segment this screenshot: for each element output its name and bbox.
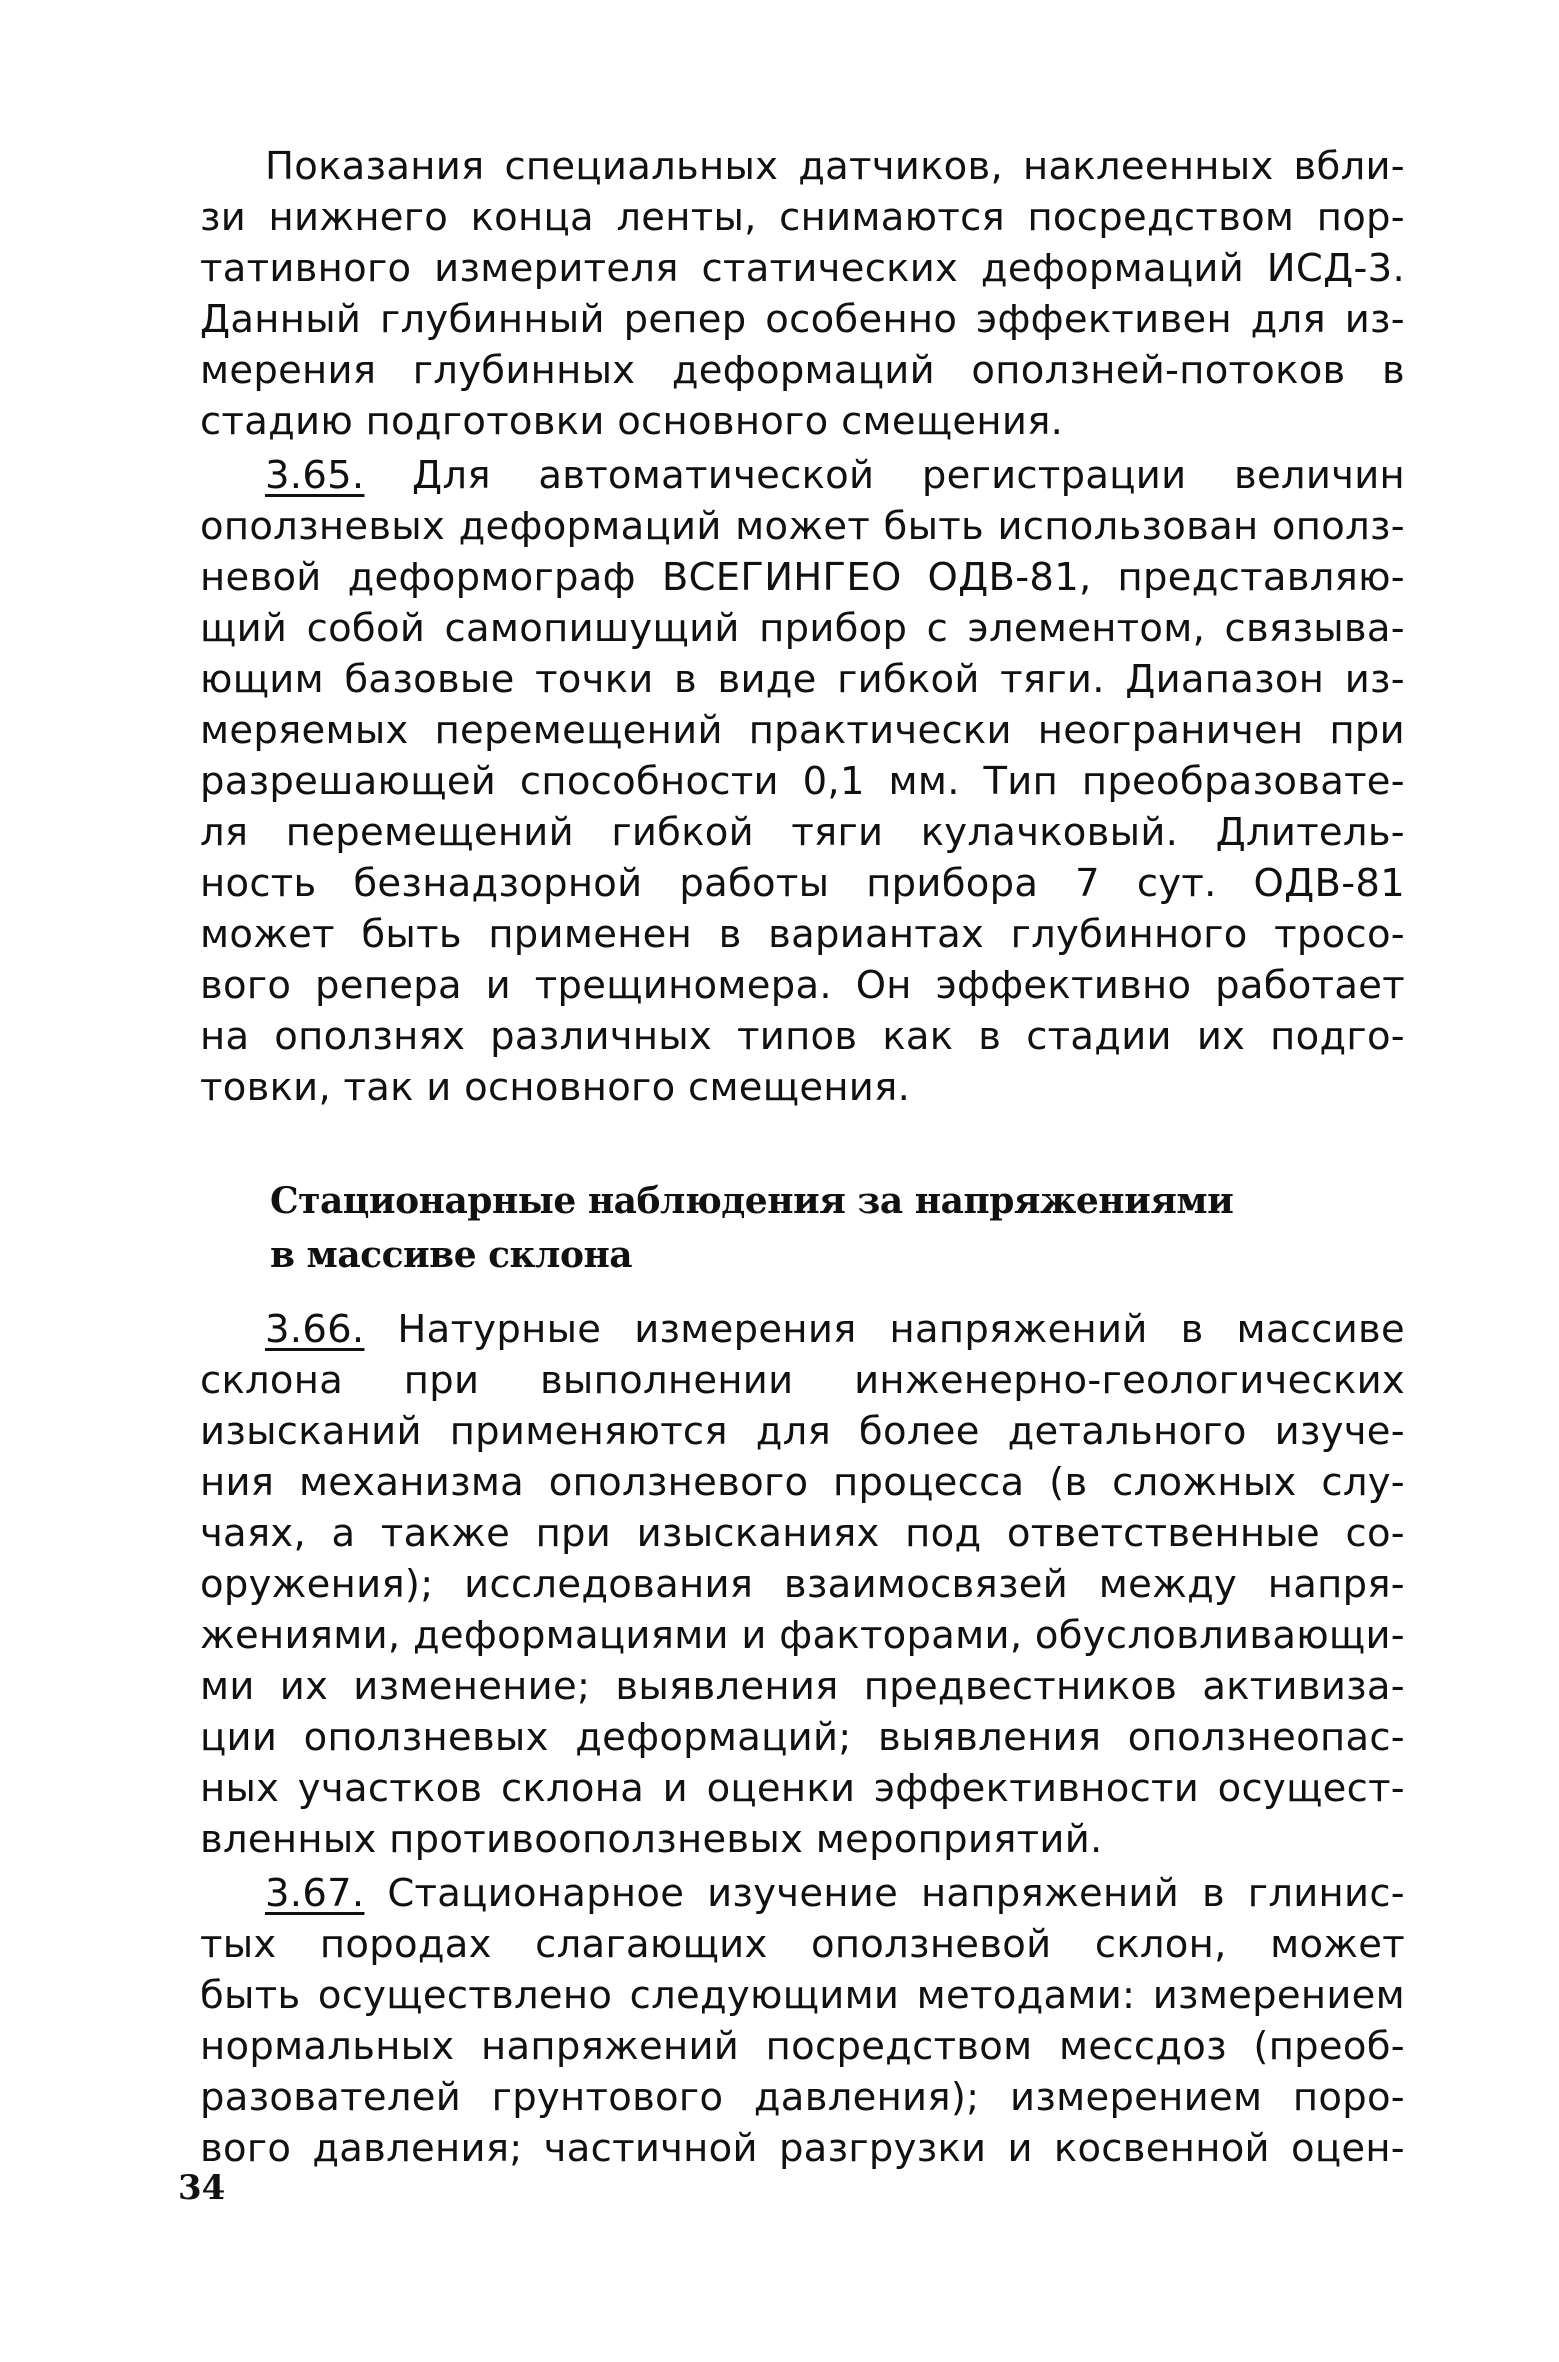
- text-line: ми их изменение; выявления предвестников активиза-: [200, 1664, 1405, 1709]
- paragraph-first-line: [265, 1871, 1406, 1916]
- section-heading-line: в массиве склона: [270, 1234, 633, 1276]
- text-line: чаях, а также при изысканиях под ответственные со-: [200, 1511, 1405, 1556]
- text-line: на оползнях различных типов как в стадии их подго-: [200, 1014, 1405, 1059]
- section-heading-line: Стационарные наблюдения за напряжениями: [270, 1180, 1234, 1222]
- text-line: разрешающей способности 0,1 мм. Тип преобразовате-: [200, 759, 1405, 804]
- text-line: зи нижнего конца ленты, снимаются посредством пор-: [200, 195, 1405, 240]
- text-line: нормальных напряжений посредством мессдоз (преоб-: [200, 2024, 1405, 2069]
- text-line: ния механизма оползневого процесса (в сложных слу-: [200, 1460, 1405, 1505]
- text-line: тых породах слагающих оползневой склон, может: [200, 1922, 1405, 1967]
- text-line: изысканий применяются для более детального изуче-: [200, 1409, 1405, 1454]
- text-line: стадию подготовки основного смещения.: [200, 399, 1064, 444]
- text-line: вленных противооползневых мероприятий.: [200, 1817, 1103, 1862]
- text-line: ции оползневых деформаций; выявления оползнеопас-: [200, 1715, 1405, 1760]
- text-line: щий собой самопишущий прибор с элементом, связыва-: [200, 606, 1405, 651]
- text-line: оружения); исследования взаимосвязей между напря-: [200, 1562, 1405, 1607]
- text-line: оползневых деформаций может быть использован ополз-: [200, 504, 1405, 549]
- text-line: ных участков склона и оценки эффективности осущест-: [200, 1766, 1405, 1811]
- text-line: вого репера и трещиномера. Он эффективно работает: [200, 963, 1405, 1008]
- text-line: ющим базовые точки в виде гибкой тяги. Диапазон из-: [200, 657, 1405, 702]
- text-line: невой деформограф ВСЕГИНГЕО ОДВ-81, представляю-: [200, 555, 1405, 600]
- text-line: Стационарное изучение напряжений в глинис-: [387, 1871, 1406, 1916]
- text-line: мерения глубинных деформаций оползней-потоков в: [200, 348, 1405, 393]
- text-line: может быть применен в вариантах глубинного тросо-: [200, 912, 1405, 957]
- paragraph-number: 3.65.: [265, 453, 365, 498]
- text-line: Натурные измерения напряжений в массиве: [397, 1307, 1406, 1352]
- text-line: склона при выполнении инженерно-геологических: [200, 1358, 1405, 1403]
- text-line: товки, так и основного смещения.: [200, 1065, 911, 1110]
- paragraph-first-line: [265, 1307, 1406, 1352]
- text-line: ность безнадзорной работы прибора 7 сут. ОДВ-81: [200, 861, 1405, 906]
- text-line: Данный глубинный репер особенно эффективен для из-: [200, 297, 1405, 342]
- text-line: разователей грунтового давления); измерением поро-: [200, 2075, 1405, 2120]
- paragraph-number: 3.66.: [265, 1307, 365, 1352]
- text-line: быть осуществлено следующими методами: измерением: [200, 1973, 1405, 2018]
- paragraph-first-line: [265, 453, 1405, 498]
- page-number: 34: [178, 2168, 226, 2208]
- text-line: меряемых перемещений практически неограничен при: [200, 708, 1405, 753]
- text-line: Показания специальных датчиков, наклеенных вбли-: [265, 144, 1405, 189]
- text-line: жениями, деформациями и факторами, обусловливающи-: [200, 1613, 1405, 1658]
- text-line: Для автоматической регистрации величин: [412, 453, 1405, 498]
- text-line: ля перемещений гибкой тяги кулачковый. Длитель-: [200, 810, 1405, 855]
- text-line: тативного измерителя статических деформаций ИСД-3.: [200, 246, 1405, 291]
- paragraph-number: 3.67.: [265, 1871, 365, 1916]
- text-line: вого давления; частичной разгрузки и косвенной оцен-: [200, 2126, 1405, 2171]
